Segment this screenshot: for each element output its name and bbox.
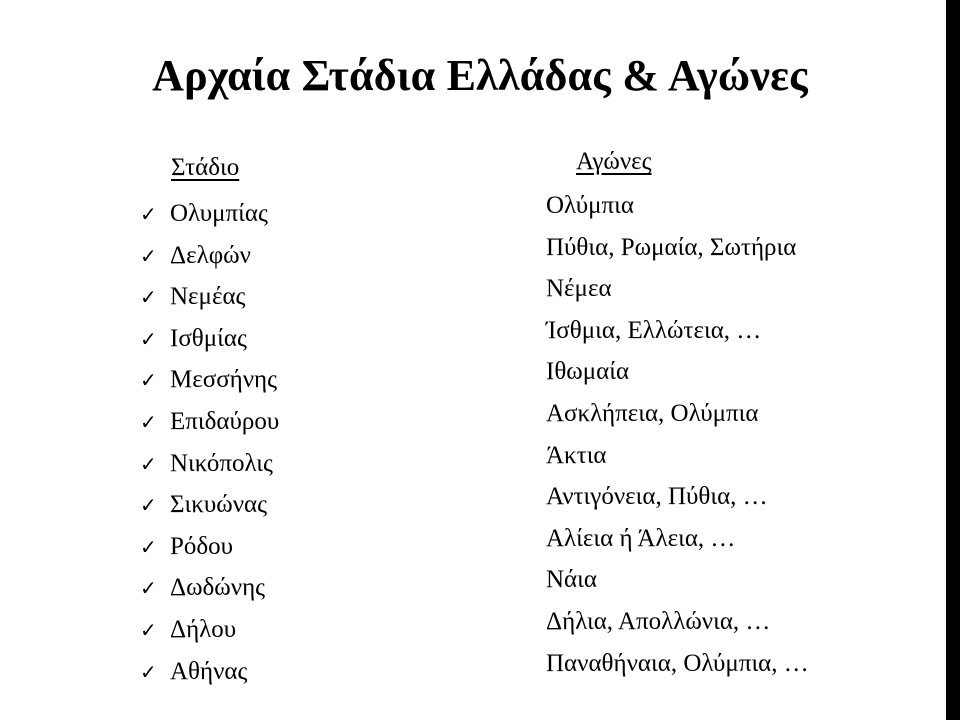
stadium-item bbox=[140, 401, 279, 443]
games-item: Ιθωμαία bbox=[546, 358, 630, 386]
games-item: Νάια bbox=[546, 566, 597, 594]
stadium-item bbox=[140, 526, 279, 568]
stadium-name: Ρόδου bbox=[170, 532, 234, 560]
check-icon: ✓ bbox=[140, 409, 157, 434]
check-icon: ✓ bbox=[140, 576, 157, 601]
stadium-name: Ολυμπίας bbox=[170, 200, 268, 227]
games-item: Πύθια, Ρωμαία, Σωτήρια bbox=[546, 233, 797, 261]
stadium-item bbox=[140, 567, 279, 609]
stadium-name: Αθήνας bbox=[170, 657, 248, 685]
check-icon: ✓ bbox=[140, 326, 157, 351]
games-item: Αντιγόνεια, Πύθια, … bbox=[546, 483, 768, 511]
stadium-name: Σικυώνας bbox=[170, 491, 268, 519]
check-icon: ✓ bbox=[140, 368, 157, 393]
stadium-item bbox=[140, 235, 279, 277]
games-item: Άκτια bbox=[546, 441, 607, 469]
slide-title: Αρχαία Στάδια Ελλάδας & Αγώνες bbox=[152, 51, 808, 100]
games-item: Ασκλήπεια, Ολύμπια bbox=[546, 399, 759, 427]
check-icon: ✓ bbox=[140, 243, 157, 268]
stadium-list bbox=[140, 193, 279, 692]
stadium-name: Μεσσήνης bbox=[170, 366, 278, 394]
stadium-name: Δήλου bbox=[170, 615, 237, 643]
games-item: Αλίεια ή Άλεια, … bbox=[546, 524, 736, 552]
check-icon: ✓ bbox=[140, 659, 157, 684]
games-list bbox=[546, 185, 809, 684]
stadium-name: Δελφών bbox=[170, 241, 251, 269]
stadium-item bbox=[140, 443, 279, 485]
check-icon: ✓ bbox=[140, 617, 157, 642]
stadium-item bbox=[140, 359, 279, 401]
stadium-name: Δωδώνης bbox=[170, 574, 266, 602]
stadium-item bbox=[140, 651, 279, 693]
games-item: Δήλια, Απολλώνια, … bbox=[546, 607, 771, 635]
stadium-name: Επιδαύρου bbox=[170, 407, 280, 435]
check-icon: ✓ bbox=[140, 202, 157, 226]
stadium-item bbox=[140, 193, 279, 235]
games-column-header: Αγώνες bbox=[576, 148, 652, 175]
stadium-name: Νεμέας bbox=[170, 283, 246, 311]
check-icon: ✓ bbox=[140, 285, 157, 310]
stadium-name: Ισθμίας bbox=[170, 324, 247, 352]
games-item: Ίσθμια, Ελλώτεια, … bbox=[546, 316, 762, 344]
stadium-name: Νικόπολις bbox=[170, 449, 273, 477]
stadium-item bbox=[140, 276, 279, 318]
stadium-item bbox=[140, 318, 279, 360]
stadium-item bbox=[140, 484, 279, 526]
check-icon: ✓ bbox=[140, 534, 157, 559]
stadium-item bbox=[140, 609, 279, 651]
check-icon: ✓ bbox=[140, 493, 157, 518]
games-item: Ολύμπια bbox=[546, 192, 634, 219]
stadium-column-header: Στάδιο bbox=[171, 154, 240, 181]
games-item: Νέμεα bbox=[546, 275, 612, 303]
games-item: Παναθήναια, Ολύμπια, … bbox=[546, 649, 809, 677]
check-icon: ✓ bbox=[140, 451, 157, 476]
